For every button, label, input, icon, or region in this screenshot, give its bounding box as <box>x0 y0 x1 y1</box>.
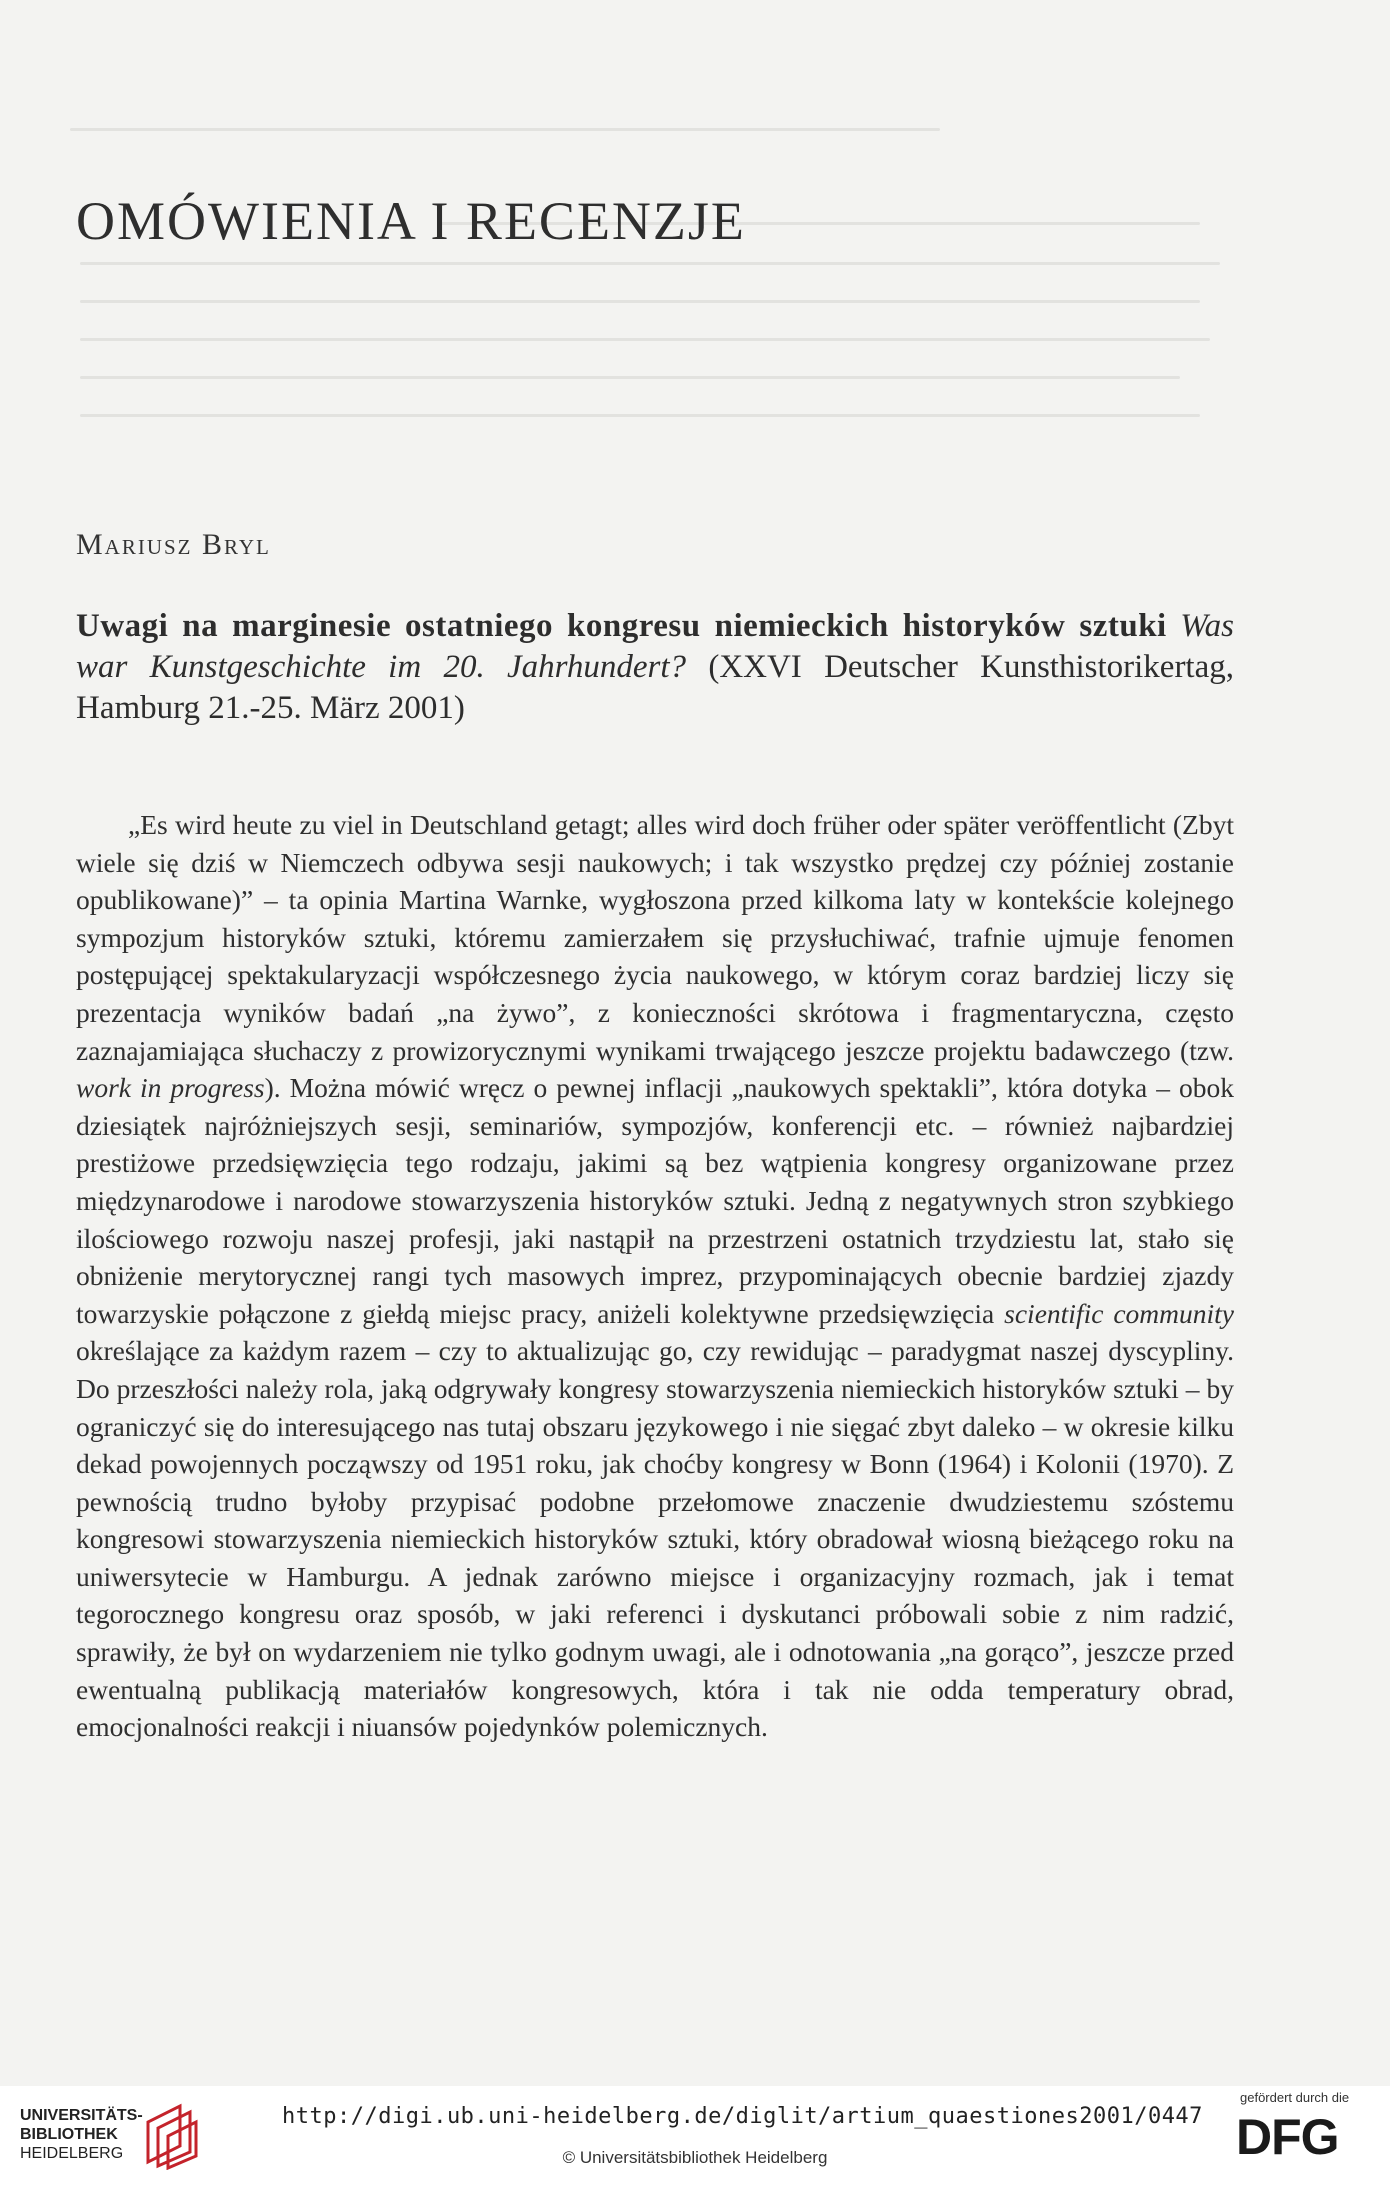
article-title-italic: Was war Kunstgeschichte im 20. Jahrhundert? <box>76 608 1235 685</box>
show-through-line <box>80 376 1180 379</box>
article-title-main: Uwagi na marginesie ostatniego kongresu niemieckich historyków sztuki <box>76 608 1167 644</box>
show-through-line <box>80 300 1200 303</box>
dfg-logo: DFG <box>1236 2109 1339 2165</box>
article-title-subtitle: (XXVI Deutscher Kunsthistorikertag, Hamburg 21.-25. März 2001) <box>76 649 1234 726</box>
show-through-line <box>80 262 1220 265</box>
permalink-url[interactable]: http://digi.ub.uni-heidelberg.de/diglit/artium_quaestiones2001/0447 <box>282 2104 1203 2129</box>
digitization-footer <box>0 2086 1390 2206</box>
body-text-segment: określające za każdym razem – czy to aktualizując go, czy rewidując – paradygmat naszej dyscypliny. Do przeszłości należy rola, jaką odgrywały kongresy stowarzyszenia niemieckich historyków sztuki – by ograniczyć się do interesującego nas tutaj obszaru językowego i nie sięgać zbyt daleko – w okresie kilku dekad powojennych począwszy od 1951 roku, jak choćby kongresy w Bonn (1964) i Kolonii (1970). Z pewnością trudno byłoby przypisać podobne przełomowe znaczenie dwudziestemu szóstemu kongresowi stowarzyszenia niemieckich historyków sztuki, który obradował wiosną bieżącego roku na uniwersytecie w Hamburgu. A jednak zarówno miejsce i organizacyjny rozmach, jak i temat tegorocznego kongresu oraz sposób, w jaki referenci i dyskutanci próbowali sobie z nim radzić, sprawiły, że był on wydarzeniem nie tylko godnym uwagi, ale i odnotowania „na gorąco”, jeszcze przed ewentualną publikacją materiałów kongresowych, która i tak nie odda temperatury obrad, emocjonalności reakcji i niuansów pojedynków polemicznych. <box>76 1335 1234 1743</box>
article-title <box>76 606 1234 729</box>
library-line-3: HEIDELBERG <box>20 2145 124 2162</box>
copyright-notice: © Universitätsbibliothek Heidelberg <box>562 2148 828 2167</box>
show-through-line <box>70 128 940 131</box>
body-text-italic: scientific community <box>1004 1297 1234 1329</box>
show-through-line <box>80 414 1200 417</box>
body-text-italic: work in progress <box>76 1072 265 1104</box>
author-name: Mariusz Bryl <box>76 528 271 561</box>
dfg-caption: gefördert durch die <box>1240 2090 1350 2105</box>
article-body-paragraph <box>76 806 1234 1746</box>
show-through-line <box>80 338 1210 341</box>
section-title: OMÓWIENIA I RECENZJE <box>76 191 746 251</box>
library-line-1: UNIVERSITÄTS- <box>20 2107 143 2124</box>
library-line-2: BIBLIOTHEK <box>20 2126 118 2143</box>
body-text-segment: ). Można mówić wręcz o pewnej inflacji „naukowych spektakli”, która dotyka – obok dziesiątek najróżniejszych sesji, seminariów, sympozjów, konferencji etc. – również najbardziej prestiżowe przedsięwzięcia tego rodzaju, jakimi są bez wątpienia kongresy organizowane przez międzynarodowe i narodowe stowarzyszenia historyków sztuki. Jedną z negatywnych stron szybkiego ilościowego rozwoju naszej profesji, jaki nastąpił na przestrzeni ostatnich trzydziestu lat, stało się obniżenie merytorycznej rangi tych masowych imprez, przypominających obecnie bardziej zjazdy towarzyskie połączone z giełdą miejsc pracy, aniżeli kolektywne przedsięwzięcia <box>76 1072 1234 1329</box>
body-text-segment: „Es wird heute zu viel in Deutschland getagt; alles wird doch früher oder später veröffentlicht (Zbyt wiele się dziś w Niemczech odbywa sesji naukowych; i tak wszystko prędzej czy później zostanie opublikowane)” – ta opinia Martina Warnke, wygłoszona przed kilkoma laty w kontekście kolejnego sympozjum historyków sztuki, któremu zamierzałem się przysłuchiwać, trafnie ujmuje fenomen postępującej spektakularyzacji współczesnego życia naukowego, w którym coraz bardziej liczy się prezentacja wyników badań „na żywo”, z konieczności skrótowa i fragmentaryczna, często zaznajamiająca słuchaczy z prowizorycznymi wynikami trwającego jeszcze projektu badawczego (tzw. <box>76 809 1234 1066</box>
